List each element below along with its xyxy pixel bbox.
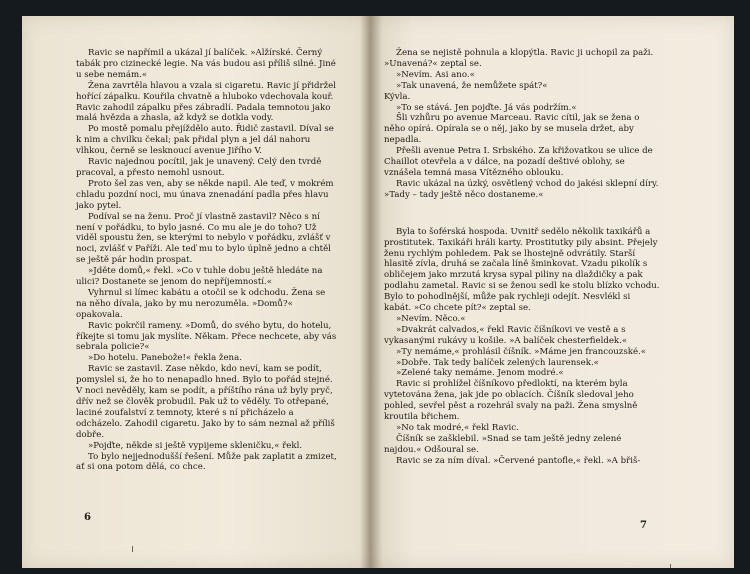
paragraph: »Ty nemáme,« prohlásil číšník. »Máme jen francouzské.« (396, 346, 647, 357)
page-number: 6 (84, 512, 91, 523)
left-page (22, 16, 370, 568)
paragraph: Ravic si prohlížel číšníkovo předloktí, na kterém byla vytetována žena, jak jde po oblacích. Číšník sledoval jeho pohled, sevřel pěst a rozehrál svaly na paži. Žena smyslně kroutila břichem. (384, 379, 638, 423)
paragraph: Kývla. (384, 91, 411, 102)
paragraph: Ravic se za ním díval. »Červené pantofle,« řekl. »A břiš- (396, 455, 641, 466)
paragraph: »Dobře. Tak tedy balíček zelených laurensek.« (396, 357, 599, 368)
paragraph: Ravic se zastavil. Zase někdo, kdo neví, kam se podít, pomyslel si, že ho to nenapadlo hned. Bylo to pořád stejné. V noci nevěděly, kam se podít, a příštího rána už byly pryč, dřív než se člověk probudil. Pak už to věděly. To otřepané, laciné zoufalství z temnoty, které s ní přicházelo a odcházelo. Zahodil cigaretu. Jako by to sám neznal až příliš dobře. (76, 364, 335, 440)
paragraph: Číšník se zašklebil. »Snad se tam ještě jedny zelené najdou.« Odšoural se. (384, 433, 622, 455)
paragraph: »Do hotelu. Panebože!« řekla žena. (88, 353, 242, 364)
paragraph: Žena zavrtěla hlavou a vzala si cigaretu. Ravic jí přidržel hořící zápalku. Kouřila chvatně a hluboko vdechovala kouř. Ravic zahodil zápalku přes zábradlí. Padala temnotou jako malá hvězda a zhasla, až když se dotkla vody. (76, 80, 337, 124)
paragraph: To bylo nejjednodušší řešení. Může pak zaplatit a zmizet, ať si ona potom dělá, co chce. (76, 451, 337, 473)
paragraph: Byla to šoférská hospoda. Uvnitř sedělo několik taxikářů a prostitutek. Taxikáři hráli karty. Prostitutky pily absint. Přejely ženu rychlým pohledem. Pak se lhostejně odvrátily. Starší hlasitě zívla, druhá se začala líně šminkovat. Vzadu pikolík s obličejem jako mrzutá krysa sypal piliny na dlaždičky a pak podlahu zametal. Ravic si se ženou sedl ke stolu blízko vchodu. Bylo to pohodlnější, může pak rychleji odejít. Nesvlékl si kabát. »Co chcete pít?« zeptal se. (384, 226, 660, 314)
paragraph: Ravic ukázal na úzký, osvětlený vchod do jakési sklepní díry. »Tady – tady ještě něco dostaneme.« (384, 178, 659, 200)
right-page (370, 16, 734, 568)
paragraph: Ravic pokrčil rameny. »Domů, do svého bytu, do hotelu, říkejte si tomu jak myslíte. Někam. Přece nechcete, aby vás sebrala policie?« (76, 320, 337, 353)
page-number: 7 (640, 520, 647, 531)
paragraph: »Tak unavená, že nemůžete spát?« (396, 80, 548, 91)
book-gutter (360, 16, 382, 568)
paragraph: Přešli avenue Petra I. Srbského. Za křižovatkou se ulice de Chaillot otevřela a v dálce, na pozadí deštivé oblohy, se vznášela temná masa Vítězného oblouku. (384, 146, 653, 178)
print-mark (132, 546, 133, 552)
section-break (384, 201, 660, 227)
paragraph: Ravic najednou pocítil, jak je unavený. Celý den tvrdě pracoval, a přesto nemohl usnout. (76, 157, 322, 178)
paragraph: »Pojďte, někde si ještě vypijeme skleničku,« řekl. (88, 440, 303, 451)
paragraph: Vyhrnul si límec kabátu a otočil se k odchodu. Žena se na něho dívala, jako by mu nerozuměla. »Domů?« opakovala. (76, 287, 326, 320)
paragraph: Proto šel zas ven, aby se někde napil. Ale teď, v mokrém chladu pozdní noci, mu únava znenadání padla přes hlavu jako pytel. (76, 178, 334, 211)
left-page-text (76, 48, 338, 473)
right-page-text (384, 48, 660, 467)
paragraph: »Zelené taky nemáme. Jenom modré.« (396, 368, 564, 379)
paragraph: »To se stává. Jen pojďte. Já vás podržím.« (396, 102, 577, 113)
print-mark (670, 564, 671, 568)
paragraph: »Nevím. Něco.« (396, 313, 466, 324)
paragraph: Šli vzhůru po avenue Marceau. Ravic cítil, jak se žena o něho opírá. Opírala se o něj, jako by se musela držet, aby nepadla. (384, 113, 640, 146)
paragraph: »Jděte domů,« řekl. »Co v tuhle dobu ještě hledáte na ulici? Dostanete se jenom do nepříjemností.« (76, 266, 323, 288)
paragraph: »No tak modré,« řekl Ravic. (396, 423, 519, 433)
paragraph: Žena se nejistě pohnula a klopýtla. Ravic ji uchopil za paži. »Unavená?« zeptal se. (384, 48, 654, 69)
paragraph: Po mostě pomalu přejíždělo auto. Řidič zastavil. Díval se k nim a chvilku čekal; pak přidal plyn a jel dál nahoru vlhkou, černě se lesknoucí avenue Jiřího V. (76, 124, 334, 157)
paragraph: Podíval se na ženu. Proč jí vlastně zastavil? Něco s ní není v pořádku, to bylo jasné. Co mu ale je do toho? Už viděl spoustu žen, se kterými to nebylo v pořádku, zvlášť v noci, zvlášť v Paříži. Ale teď mu to bylo úplně jedno a chtěl se ještě pár hodin prospat. (76, 211, 331, 266)
paragraph: »Dvakrát calvados,« řekl Ravic číšníkovi ve vestě a s vykasanými rukávy u košile. »A balíček chesterfieldek.« (384, 324, 628, 346)
paragraph: Ravic se napřímil a ukázal jí balíček. »Alžírské. Černý tabák pro cizinecké legie. Na vás budou asi příliš silné. Jiné u sebe nemám.« (76, 48, 336, 80)
paragraph: »Nevím. Asi ano.« (396, 69, 475, 80)
